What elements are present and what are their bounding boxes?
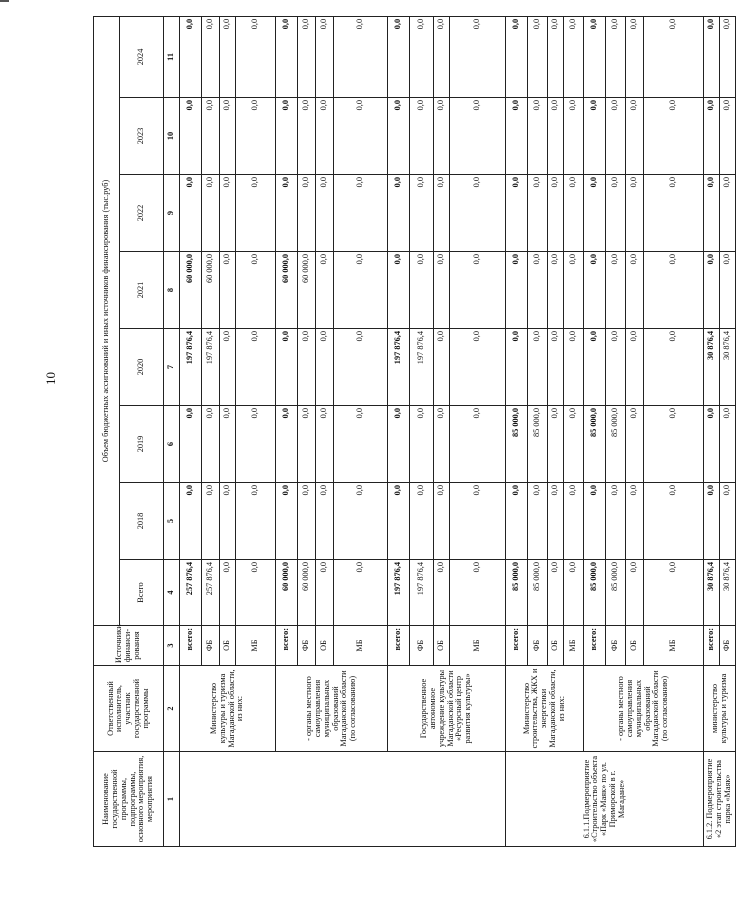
year-value-cell: 0,0 xyxy=(720,175,736,252)
year-value-cell: 0,0 xyxy=(704,16,720,97)
header-responsible-col: Ответственный исполнитель, участник государственной программы xyxy=(94,666,164,752)
header-volume-col: Объем бюджетных ассигнований и иных источников финансирования (тыс.руб) xyxy=(94,16,120,625)
year-value-cell: 0,0 xyxy=(334,98,388,175)
year-value-cell: 0,0 xyxy=(644,329,704,406)
source-cell: МБ xyxy=(564,626,584,666)
year-value-cell: 0,0 xyxy=(180,483,202,560)
year-value-cell: 0,0 xyxy=(236,252,276,329)
year-value-cell: 197 876,4 xyxy=(388,329,410,406)
year-value-cell: 0,0 xyxy=(202,406,220,483)
year-value-cell: 0,0 xyxy=(202,98,220,175)
year-value-cell: 0,0 xyxy=(506,483,528,560)
year-value-cell: 0,0 xyxy=(626,329,644,406)
year-value-cell: 0,0 xyxy=(606,16,626,97)
year-value-cell: 0,0 xyxy=(584,252,606,329)
year-value-cell: 0,0 xyxy=(528,175,548,252)
year-value-cell: 60 000,0 xyxy=(202,252,220,329)
year-value-cell: 60 000,0 xyxy=(180,252,202,329)
source-cell: ОБ xyxy=(548,626,564,666)
year-value-cell: 0,0 xyxy=(180,406,202,483)
responsible-cell: - органы местного самоуправления муниципальных образований Магаданской области (по согласованию) xyxy=(584,666,704,752)
year-value-cell: 0,0 xyxy=(450,406,506,483)
program-name-cell xyxy=(180,752,506,847)
responsible-cell: Государственное автономное учреждение культуры Магаданской области «Ресурсный центр развития культуры» xyxy=(388,666,506,752)
year-value-cell: 0,0 xyxy=(276,406,298,483)
year-value-cell: 0,0 xyxy=(704,406,720,483)
year-value-cell: 0,0 xyxy=(644,16,704,97)
year-value-cell: 0,0 xyxy=(506,98,528,175)
column-number: 1 xyxy=(164,752,180,847)
year-value-cell: 0,0 xyxy=(704,252,720,329)
year-value-cell: 0,0 xyxy=(410,406,434,483)
year-value-cell: 0,0 xyxy=(388,16,410,97)
source-cell: ФБ xyxy=(720,626,736,666)
year-value-cell: 0,0 xyxy=(434,329,450,406)
year-value-cell: 0,0 xyxy=(720,483,736,560)
source-cell: ФБ xyxy=(606,626,626,666)
table-row xyxy=(180,16,202,846)
year-value-cell: 0,0 xyxy=(220,98,236,175)
column-number: 5 xyxy=(164,483,180,560)
year-value-cell: 0,0 xyxy=(434,406,450,483)
year-value-cell: 0,0 xyxy=(506,252,528,329)
column-number: 7 xyxy=(164,329,180,406)
year-value-cell: 0,0 xyxy=(450,175,506,252)
year-value-cell: 0,0 xyxy=(606,252,626,329)
total-value-cell: 197 876,4 xyxy=(388,560,410,626)
table-row xyxy=(506,16,528,846)
total-value-cell: 30 876,4 xyxy=(704,560,720,626)
total-value-cell: 0,0 xyxy=(334,560,388,626)
year-value-cell: 0,0 xyxy=(626,252,644,329)
year-value-cell: 0,0 xyxy=(584,483,606,560)
year-value-cell: 60 000,0 xyxy=(298,252,316,329)
total-value-cell: 85 000,0 xyxy=(506,560,528,626)
rotated-table-wrapper xyxy=(93,17,732,847)
year-value-cell: 0,0 xyxy=(606,329,626,406)
table-row xyxy=(584,16,606,846)
year-value-cell: 0,0 xyxy=(564,483,584,560)
responsible-cell: - органы местного самоуправления муниципальных образований Магаданской области (по согласованию) xyxy=(276,666,388,752)
column-number: 4 xyxy=(164,560,180,626)
year-value-cell: 0,0 xyxy=(316,483,334,560)
total-value-cell: 197 876,4 xyxy=(410,560,434,626)
year-value-cell: 197 876,4 xyxy=(410,329,434,406)
year-value-cell: 0,0 xyxy=(220,329,236,406)
total-value-cell: 60 000,0 xyxy=(298,560,316,626)
year-value-cell: 0,0 xyxy=(316,252,334,329)
year-value-cell: 0,0 xyxy=(388,175,410,252)
year-value-cell: 0,0 xyxy=(626,16,644,97)
source-cell: ФБ xyxy=(298,626,316,666)
year-value-cell: 0,0 xyxy=(704,483,720,560)
total-value-cell: 85 000,0 xyxy=(528,560,548,626)
year-value-cell: 0,0 xyxy=(276,98,298,175)
year-value-cell: 0,0 xyxy=(180,175,202,252)
year-value-cell: 0,0 xyxy=(704,175,720,252)
year-value-cell: 197 876,4 xyxy=(180,329,202,406)
page-number: 10 xyxy=(43,372,58,385)
year-value-cell: 0,0 xyxy=(528,329,548,406)
year-value-cell: 0,0 xyxy=(644,98,704,175)
year-value-cell: 0,0 xyxy=(298,98,316,175)
source-cell: всего: xyxy=(704,626,720,666)
year-value-cell: 0,0 xyxy=(236,329,276,406)
year-value-cell: 0,0 xyxy=(220,16,236,97)
year-value-cell: 0,0 xyxy=(220,483,236,560)
table-row xyxy=(276,16,298,846)
year-value-cell: 0,0 xyxy=(434,175,450,252)
header-year: 2021 xyxy=(120,252,164,329)
source-cell: ФБ xyxy=(410,626,434,666)
source-cell: всего: xyxy=(276,626,298,666)
total-value-cell: 85 000,0 xyxy=(606,560,626,626)
header-year: 2019 xyxy=(120,406,164,483)
source-cell: ОБ xyxy=(434,626,450,666)
year-value-cell: 0,0 xyxy=(606,98,626,175)
header-name-col: Наименование государственной программы, подпрограммы, основного мероприятия, мероприятия xyxy=(94,752,164,847)
year-value-cell: 0,0 xyxy=(626,483,644,560)
year-value-cell: 0,0 xyxy=(450,252,506,329)
year-value-cell: 0,0 xyxy=(316,175,334,252)
year-value-cell: 0,0 xyxy=(202,483,220,560)
year-value-cell: 0,0 xyxy=(410,98,434,175)
year-value-cell: 0,0 xyxy=(548,16,564,97)
year-value-cell: 0,0 xyxy=(298,483,316,560)
year-value-cell: 0,0 xyxy=(564,98,584,175)
program-name-cell: 6.1.2. Подмероприятие «2 этап строительства парка «Маяк» xyxy=(704,752,736,847)
header-year: 2020 xyxy=(120,329,164,406)
year-value-cell: 0,0 xyxy=(202,175,220,252)
scan-corner-mark xyxy=(0,0,9,2)
year-value-cell: 0,0 xyxy=(180,16,202,97)
year-value-cell: 0,0 xyxy=(434,98,450,175)
year-value-cell: 0,0 xyxy=(220,175,236,252)
source-cell: всего: xyxy=(506,626,528,666)
responsible-cell: Министерство культуры и туризма Магаданской области, из них: xyxy=(180,666,276,752)
column-number: 10 xyxy=(164,98,180,175)
year-value-cell: 0,0 xyxy=(506,16,528,97)
year-value-cell: 0,0 xyxy=(450,16,506,97)
source-cell: МБ xyxy=(334,626,388,666)
source-cell: МБ xyxy=(450,626,506,666)
year-value-cell: 0,0 xyxy=(334,329,388,406)
year-value-cell: 30 876,4 xyxy=(704,329,720,406)
year-value-cell: 0,0 xyxy=(720,406,736,483)
total-value-cell: 85 000,0 xyxy=(584,560,606,626)
year-value-cell: 0,0 xyxy=(388,483,410,560)
year-value-cell: 0,0 xyxy=(334,406,388,483)
year-value-cell: 0,0 xyxy=(434,252,450,329)
year-value-cell: 0,0 xyxy=(236,16,276,97)
year-value-cell: 0,0 xyxy=(236,406,276,483)
year-value-cell: 0,0 xyxy=(564,175,584,252)
budget-table xyxy=(93,16,736,847)
program-name-cell: 6.1.1.Подмероприятие «Строительство объекта «Парк «Маяк» по ул. Приморской в г. Магадане» xyxy=(506,752,704,847)
year-value-cell: 0,0 xyxy=(450,329,506,406)
header-year: 2018 xyxy=(120,483,164,560)
source-cell: всего: xyxy=(180,626,202,666)
year-value-cell: 0,0 xyxy=(704,98,720,175)
year-value-cell: 0,0 xyxy=(276,175,298,252)
year-value-cell: 0,0 xyxy=(316,406,334,483)
year-value-cell: 85 000,0 xyxy=(584,406,606,483)
year-value-cell: 0,0 xyxy=(410,16,434,97)
total-value-cell: 0,0 xyxy=(450,560,506,626)
year-value-cell: 0,0 xyxy=(584,175,606,252)
year-value-cell: 0,0 xyxy=(606,175,626,252)
year-value-cell: 0,0 xyxy=(626,406,644,483)
year-value-cell: 0,0 xyxy=(220,406,236,483)
year-value-cell: 0,0 xyxy=(180,98,202,175)
year-value-cell: 0,0 xyxy=(276,483,298,560)
year-value-cell: 0,0 xyxy=(720,98,736,175)
year-value-cell: 0,0 xyxy=(334,252,388,329)
year-value-cell: 0,0 xyxy=(548,98,564,175)
year-value-cell: 0,0 xyxy=(316,98,334,175)
year-value-cell: 0,0 xyxy=(584,98,606,175)
source-cell: ФБ xyxy=(528,626,548,666)
year-value-cell: 0,0 xyxy=(528,16,548,97)
source-cell: ОБ xyxy=(626,626,644,666)
header-source-col: Источники финанси-рования xyxy=(94,626,164,666)
source-cell: всего: xyxy=(584,626,606,666)
year-value-cell: 0,0 xyxy=(276,329,298,406)
column-number: 2 xyxy=(164,666,180,752)
year-value-cell: 0,0 xyxy=(202,16,220,97)
source-cell: ФБ xyxy=(202,626,220,666)
source-cell: МБ xyxy=(644,626,704,666)
header-year: 2024 xyxy=(120,16,164,97)
year-value-cell: 0,0 xyxy=(644,175,704,252)
column-number: 11 xyxy=(164,16,180,97)
year-value-cell: 0,0 xyxy=(584,329,606,406)
total-value-cell: 0,0 xyxy=(548,560,564,626)
year-value-cell: 0,0 xyxy=(410,483,434,560)
year-value-cell: 0,0 xyxy=(564,406,584,483)
year-value-cell: 0,0 xyxy=(720,16,736,97)
table-row xyxy=(388,16,410,846)
year-value-cell: 0,0 xyxy=(584,16,606,97)
column-number: 3 xyxy=(164,626,180,666)
year-value-cell: 0,0 xyxy=(410,252,434,329)
year-value-cell: 0,0 xyxy=(276,16,298,97)
year-value-cell: 0,0 xyxy=(236,98,276,175)
year-value-cell: 0,0 xyxy=(434,483,450,560)
year-value-cell: 0,0 xyxy=(316,329,334,406)
total-value-cell: 0,0 xyxy=(644,560,704,626)
total-value-cell: 0,0 xyxy=(220,560,236,626)
year-value-cell: 0,0 xyxy=(388,98,410,175)
year-value-cell: 0,0 xyxy=(528,98,548,175)
year-value-cell: 0,0 xyxy=(548,175,564,252)
year-value-cell: 60 000,0 xyxy=(276,252,298,329)
year-value-cell: 0,0 xyxy=(626,175,644,252)
year-value-cell: 0,0 xyxy=(564,16,584,97)
year-value-cell: 0,0 xyxy=(316,16,334,97)
source-cell: МБ xyxy=(236,626,276,666)
total-value-cell: 0,0 xyxy=(236,560,276,626)
responsible-cell: Министерство строительства, ЖКХ и энергетики Магаданской области, из них: xyxy=(506,666,584,752)
year-value-cell: 0,0 xyxy=(548,483,564,560)
year-value-cell: 0,0 xyxy=(450,98,506,175)
year-value-cell: 0,0 xyxy=(548,252,564,329)
year-value-cell: 0,0 xyxy=(564,329,584,406)
total-value-cell: 257 876,4 xyxy=(202,560,220,626)
column-number: 6 xyxy=(164,406,180,483)
year-value-cell: 0,0 xyxy=(388,252,410,329)
year-value-cell: 85 000,0 xyxy=(528,406,548,483)
total-value-cell: 60 000,0 xyxy=(276,560,298,626)
source-cell: ОБ xyxy=(220,626,236,666)
year-value-cell: 0,0 xyxy=(298,16,316,97)
source-cell: ОБ xyxy=(316,626,334,666)
total-value-cell: 30 876,4 xyxy=(720,560,736,626)
year-value-cell: 0,0 xyxy=(334,175,388,252)
column-number: 9 xyxy=(164,175,180,252)
year-value-cell: 0,0 xyxy=(298,329,316,406)
year-value-cell: 0,0 xyxy=(644,252,704,329)
total-value-cell: 0,0 xyxy=(434,560,450,626)
year-value-cell: 0,0 xyxy=(506,329,528,406)
year-value-cell: 0,0 xyxy=(236,175,276,252)
header-total: Всего xyxy=(120,560,164,626)
year-value-cell: 0,0 xyxy=(644,406,704,483)
total-value-cell: 257 876,4 xyxy=(180,560,202,626)
year-value-cell: 0,0 xyxy=(298,406,316,483)
total-value-cell: 0,0 xyxy=(316,560,334,626)
year-value-cell: 85 000,0 xyxy=(606,406,626,483)
year-value-cell: 0,0 xyxy=(220,252,236,329)
total-value-cell: 0,0 xyxy=(564,560,584,626)
year-value-cell: 0,0 xyxy=(410,175,434,252)
table-row xyxy=(704,16,720,846)
source-cell: всего: xyxy=(388,626,410,666)
year-value-cell: 0,0 xyxy=(506,175,528,252)
year-value-cell: 0,0 xyxy=(450,483,506,560)
year-value-cell: 0,0 xyxy=(606,483,626,560)
header-year: 2022 xyxy=(120,175,164,252)
year-value-cell: 197 876,4 xyxy=(202,329,220,406)
year-value-cell: 85 000,0 xyxy=(506,406,528,483)
year-value-cell: 0,0 xyxy=(334,16,388,97)
year-value-cell: 0,0 xyxy=(564,252,584,329)
year-value-cell: 0,0 xyxy=(548,406,564,483)
year-value-cell: 0,0 xyxy=(388,406,410,483)
total-value-cell: 0,0 xyxy=(626,560,644,626)
year-value-cell: 0,0 xyxy=(528,483,548,560)
year-value-cell: 30 876,4 xyxy=(720,329,736,406)
year-value-cell: 0,0 xyxy=(334,483,388,560)
responsible-cell: министерство культуры и туризма xyxy=(704,666,736,752)
year-value-cell: 0,0 xyxy=(298,175,316,252)
year-value-cell: 0,0 xyxy=(548,329,564,406)
year-value-cell: 0,0 xyxy=(528,252,548,329)
header-year: 2023 xyxy=(120,98,164,175)
column-number: 8 xyxy=(164,252,180,329)
year-value-cell: 0,0 xyxy=(720,252,736,329)
year-value-cell: 0,0 xyxy=(644,483,704,560)
year-value-cell: 0,0 xyxy=(434,16,450,97)
year-value-cell: 0,0 xyxy=(236,483,276,560)
year-value-cell: 0,0 xyxy=(626,98,644,175)
